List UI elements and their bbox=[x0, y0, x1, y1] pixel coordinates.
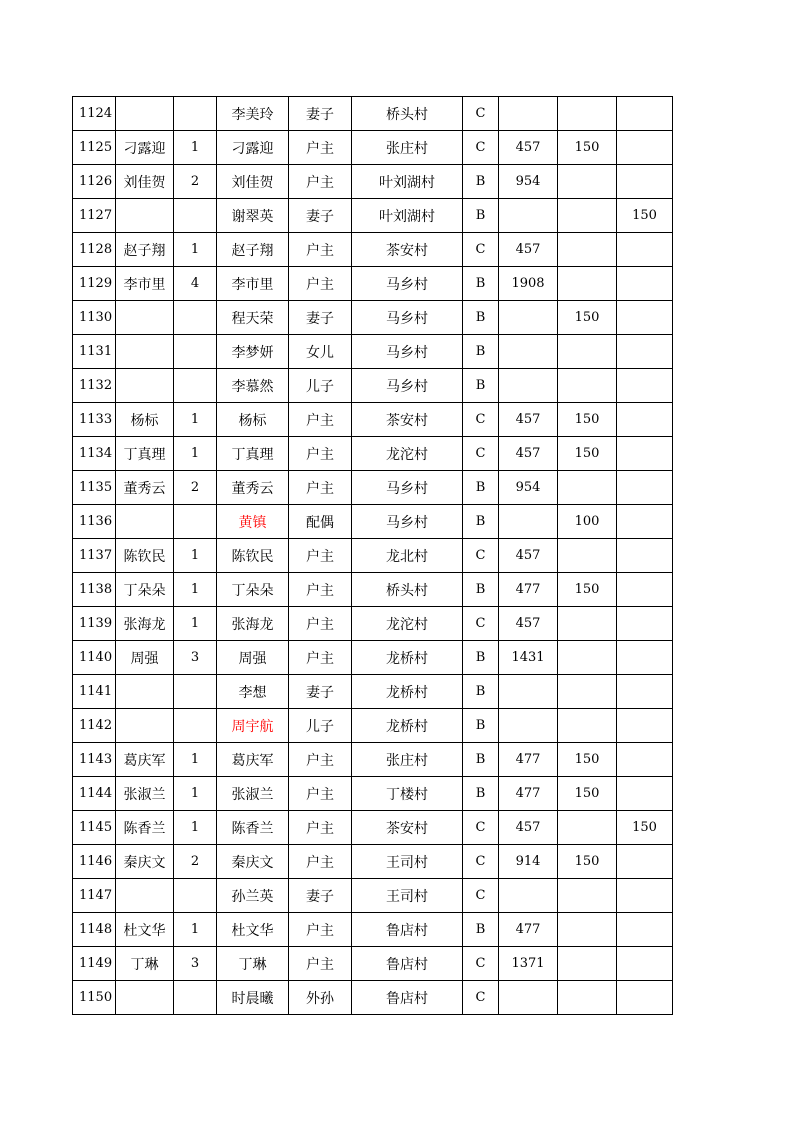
relation-cell: 户主 bbox=[289, 607, 352, 641]
amount-1-cell: 457 bbox=[499, 403, 558, 437]
member-name-cell: 黄镇 bbox=[217, 505, 289, 539]
village-cell: 马乡村 bbox=[352, 369, 463, 403]
amount-1-cell bbox=[499, 505, 558, 539]
row-id-cell: 1141 bbox=[73, 675, 116, 709]
amount-3-cell bbox=[617, 369, 673, 403]
row-id-cell: 1136 bbox=[73, 505, 116, 539]
row-id-cell: 1145 bbox=[73, 811, 116, 845]
grade-cell: C bbox=[463, 879, 499, 913]
member-name-cell: 杨标 bbox=[217, 403, 289, 437]
village-cell: 马乡村 bbox=[352, 335, 463, 369]
member-count-cell bbox=[174, 675, 217, 709]
grade-cell: B bbox=[463, 505, 499, 539]
row-id-cell: 1135 bbox=[73, 471, 116, 505]
grade-cell: B bbox=[463, 675, 499, 709]
household-head-cell: 杜文华 bbox=[116, 913, 174, 947]
row-id-cell: 1147 bbox=[73, 879, 116, 913]
amount-2-cell bbox=[558, 97, 617, 131]
village-cell: 王司村 bbox=[352, 845, 463, 879]
row-id-cell: 1140 bbox=[73, 641, 116, 675]
amount-2-cell bbox=[558, 947, 617, 981]
amount-3-cell bbox=[617, 743, 673, 777]
relation-cell: 户主 bbox=[289, 573, 352, 607]
row-id-cell: 1146 bbox=[73, 845, 116, 879]
village-cell: 桥头村 bbox=[352, 97, 463, 131]
amount-3-cell bbox=[617, 947, 673, 981]
grade-cell: C bbox=[463, 607, 499, 641]
grade-cell: C bbox=[463, 811, 499, 845]
relation-cell: 户主 bbox=[289, 947, 352, 981]
grade-cell: C bbox=[463, 437, 499, 471]
member-count-cell bbox=[174, 505, 217, 539]
member-name-cell: 陈香兰 bbox=[217, 811, 289, 845]
amount-1-cell: 1908 bbox=[499, 267, 558, 301]
grade-cell: B bbox=[463, 573, 499, 607]
amount-2-cell bbox=[558, 369, 617, 403]
row-id-cell: 1133 bbox=[73, 403, 116, 437]
amount-3-cell bbox=[617, 879, 673, 913]
table-row bbox=[73, 675, 673, 709]
table-row bbox=[73, 437, 673, 471]
member-count-cell: 1 bbox=[174, 131, 217, 165]
amount-3-cell bbox=[617, 845, 673, 879]
member-count-cell: 1 bbox=[174, 607, 217, 641]
member-count-cell: 2 bbox=[174, 165, 217, 199]
amount-2-cell: 150 bbox=[558, 301, 617, 335]
amount-3-cell bbox=[617, 165, 673, 199]
grade-cell: B bbox=[463, 709, 499, 743]
relation-cell: 妻子 bbox=[289, 675, 352, 709]
amount-3-cell bbox=[617, 97, 673, 131]
village-cell: 马乡村 bbox=[352, 471, 463, 505]
amount-3-cell bbox=[617, 981, 673, 1015]
village-cell: 龙北村 bbox=[352, 539, 463, 573]
member-count-cell: 1 bbox=[174, 777, 217, 811]
village-cell: 王司村 bbox=[352, 879, 463, 913]
village-cell: 丁楼村 bbox=[352, 777, 463, 811]
member-name-cell: 李慕然 bbox=[217, 369, 289, 403]
member-name-cell: 葛庆军 bbox=[217, 743, 289, 777]
grade-cell: B bbox=[463, 777, 499, 811]
amount-3-cell bbox=[617, 131, 673, 165]
table-row bbox=[73, 845, 673, 879]
household-head-cell: 丁朵朵 bbox=[116, 573, 174, 607]
household-head-cell: 董秀云 bbox=[116, 471, 174, 505]
member-count-cell: 2 bbox=[174, 845, 217, 879]
amount-3-cell: 150 bbox=[617, 811, 673, 845]
row-id-cell: 1139 bbox=[73, 607, 116, 641]
table-body bbox=[73, 97, 673, 1015]
village-cell: 马乡村 bbox=[352, 505, 463, 539]
amount-1-cell: 954 bbox=[499, 471, 558, 505]
amount-2-cell: 150 bbox=[558, 777, 617, 811]
row-id-cell: 1144 bbox=[73, 777, 116, 811]
amount-1-cell: 457 bbox=[499, 437, 558, 471]
household-head-cell: 杨标 bbox=[116, 403, 174, 437]
member-count-cell: 4 bbox=[174, 267, 217, 301]
table-row bbox=[73, 607, 673, 641]
member-name-cell: 陈钦民 bbox=[217, 539, 289, 573]
amount-2-cell: 150 bbox=[558, 403, 617, 437]
amount-2-cell bbox=[558, 335, 617, 369]
household-head-cell: 刁露迎 bbox=[116, 131, 174, 165]
member-name-cell: 张海龙 bbox=[217, 607, 289, 641]
grade-cell: B bbox=[463, 471, 499, 505]
amount-1-cell: 457 bbox=[499, 233, 558, 267]
household-table bbox=[72, 96, 673, 1015]
table-row bbox=[73, 573, 673, 607]
amount-3-cell bbox=[617, 471, 673, 505]
amount-3-cell bbox=[617, 607, 673, 641]
amount-3-cell bbox=[617, 641, 673, 675]
member-name-cell: 丁真理 bbox=[217, 437, 289, 471]
amount-2-cell: 100 bbox=[558, 505, 617, 539]
household-head-cell: 丁真理 bbox=[116, 437, 174, 471]
village-cell: 叶刘湖村 bbox=[352, 165, 463, 199]
amount-1-cell bbox=[499, 981, 558, 1015]
village-cell: 鲁店村 bbox=[352, 947, 463, 981]
row-id-cell: 1131 bbox=[73, 335, 116, 369]
household-head-cell bbox=[116, 981, 174, 1015]
amount-2-cell bbox=[558, 539, 617, 573]
member-count-cell bbox=[174, 981, 217, 1015]
household-head-cell bbox=[116, 335, 174, 369]
household-head-cell bbox=[116, 675, 174, 709]
amount-2-cell bbox=[558, 471, 617, 505]
table-row bbox=[73, 709, 673, 743]
amount-1-cell: 477 bbox=[499, 913, 558, 947]
amount-2-cell bbox=[558, 165, 617, 199]
member-count-cell: 1 bbox=[174, 403, 217, 437]
amount-3-cell bbox=[617, 403, 673, 437]
member-name-cell: 程天荣 bbox=[217, 301, 289, 335]
relation-cell: 外孙 bbox=[289, 981, 352, 1015]
amount-3-cell bbox=[617, 335, 673, 369]
grade-cell: C bbox=[463, 233, 499, 267]
amount-1-cell: 457 bbox=[499, 131, 558, 165]
member-name-cell: 秦庆文 bbox=[217, 845, 289, 879]
grade-cell: B bbox=[463, 267, 499, 301]
table-row bbox=[73, 777, 673, 811]
household-head-cell bbox=[116, 301, 174, 335]
table-row bbox=[73, 335, 673, 369]
grade-cell: C bbox=[463, 845, 499, 879]
table-row bbox=[73, 505, 673, 539]
table-row bbox=[73, 879, 673, 913]
amount-1-cell bbox=[499, 369, 558, 403]
table-row bbox=[73, 97, 673, 131]
member-name-cell: 刁露迎 bbox=[217, 131, 289, 165]
grade-cell: C bbox=[463, 539, 499, 573]
member-count-cell: 1 bbox=[174, 743, 217, 777]
grade-cell: C bbox=[463, 403, 499, 437]
member-name-cell: 赵子翔 bbox=[217, 233, 289, 267]
amount-2-cell bbox=[558, 811, 617, 845]
relation-cell: 户主 bbox=[289, 267, 352, 301]
table-row bbox=[73, 947, 673, 981]
grade-cell: B bbox=[463, 301, 499, 335]
member-name-cell: 丁朵朵 bbox=[217, 573, 289, 607]
grade-cell: B bbox=[463, 743, 499, 777]
table-row bbox=[73, 913, 673, 947]
row-id-cell: 1142 bbox=[73, 709, 116, 743]
grade-cell: B bbox=[463, 641, 499, 675]
amount-3-cell bbox=[617, 539, 673, 573]
household-head-cell bbox=[116, 505, 174, 539]
member-name-cell: 谢翠英 bbox=[217, 199, 289, 233]
village-cell: 叶刘湖村 bbox=[352, 199, 463, 233]
row-id-cell: 1130 bbox=[73, 301, 116, 335]
member-name-cell: 董秀云 bbox=[217, 471, 289, 505]
relation-cell: 妻子 bbox=[289, 97, 352, 131]
amount-1-cell: 457 bbox=[499, 539, 558, 573]
household-head-cell bbox=[116, 709, 174, 743]
amount-1-cell bbox=[499, 675, 558, 709]
member-name-cell: 孙兰英 bbox=[217, 879, 289, 913]
member-name-cell: 周宇航 bbox=[217, 709, 289, 743]
village-cell: 龙沱村 bbox=[352, 607, 463, 641]
household-head-cell: 张淑兰 bbox=[116, 777, 174, 811]
amount-3-cell bbox=[617, 233, 673, 267]
relation-cell: 户主 bbox=[289, 403, 352, 437]
amount-2-cell bbox=[558, 913, 617, 947]
grade-cell: C bbox=[463, 947, 499, 981]
household-head-cell: 秦庆文 bbox=[116, 845, 174, 879]
relation-cell: 户主 bbox=[289, 471, 352, 505]
amount-2-cell bbox=[558, 267, 617, 301]
grade-cell: B bbox=[463, 335, 499, 369]
relation-cell: 妻子 bbox=[289, 301, 352, 335]
relation-cell: 儿子 bbox=[289, 369, 352, 403]
relation-cell: 女儿 bbox=[289, 335, 352, 369]
village-cell: 龙桥村 bbox=[352, 709, 463, 743]
amount-3-cell bbox=[617, 505, 673, 539]
row-id-cell: 1125 bbox=[73, 131, 116, 165]
table-row bbox=[73, 403, 673, 437]
row-id-cell: 1143 bbox=[73, 743, 116, 777]
amount-3-cell bbox=[617, 913, 673, 947]
grade-cell: C bbox=[463, 97, 499, 131]
grade-cell: C bbox=[463, 131, 499, 165]
member-name-cell: 刘佳贺 bbox=[217, 165, 289, 199]
amount-1-cell: 477 bbox=[499, 573, 558, 607]
member-count-cell: 1 bbox=[174, 539, 217, 573]
relation-cell: 户主 bbox=[289, 743, 352, 777]
relation-cell: 户主 bbox=[289, 913, 352, 947]
member-count-cell bbox=[174, 199, 217, 233]
amount-2-cell: 150 bbox=[558, 845, 617, 879]
row-id-cell: 1149 bbox=[73, 947, 116, 981]
amount-3-cell: 150 bbox=[617, 199, 673, 233]
relation-cell: 户主 bbox=[289, 233, 352, 267]
household-head-cell bbox=[116, 97, 174, 131]
row-id-cell: 1150 bbox=[73, 981, 116, 1015]
household-head-cell: 陈钦民 bbox=[116, 539, 174, 573]
member-count-cell: 1 bbox=[174, 913, 217, 947]
amount-2-cell bbox=[558, 607, 617, 641]
table-row bbox=[73, 641, 673, 675]
grade-cell: B bbox=[463, 369, 499, 403]
amount-2-cell bbox=[558, 879, 617, 913]
amount-1-cell bbox=[499, 199, 558, 233]
amount-2-cell bbox=[558, 709, 617, 743]
amount-1-cell: 1431 bbox=[499, 641, 558, 675]
member-count-cell: 1 bbox=[174, 573, 217, 607]
household-head-cell: 周强 bbox=[116, 641, 174, 675]
member-name-cell: 李市里 bbox=[217, 267, 289, 301]
table-row bbox=[73, 811, 673, 845]
household-head-cell: 赵子翔 bbox=[116, 233, 174, 267]
member-name-cell: 李美玲 bbox=[217, 97, 289, 131]
amount-1-cell: 1371 bbox=[499, 947, 558, 981]
table-row bbox=[73, 199, 673, 233]
relation-cell: 户主 bbox=[289, 165, 352, 199]
village-cell: 桥头村 bbox=[352, 573, 463, 607]
village-cell: 龙桥村 bbox=[352, 675, 463, 709]
relation-cell: 户主 bbox=[289, 437, 352, 471]
member-name-cell: 周强 bbox=[217, 641, 289, 675]
member-count-cell bbox=[174, 97, 217, 131]
amount-1-cell bbox=[499, 301, 558, 335]
member-count-cell: 1 bbox=[174, 811, 217, 845]
relation-cell: 户主 bbox=[289, 811, 352, 845]
row-id-cell: 1127 bbox=[73, 199, 116, 233]
grade-cell: B bbox=[463, 199, 499, 233]
member-count-cell: 3 bbox=[174, 947, 217, 981]
amount-3-cell bbox=[617, 675, 673, 709]
row-id-cell: 1138 bbox=[73, 573, 116, 607]
village-cell: 张庄村 bbox=[352, 131, 463, 165]
amount-1-cell: 477 bbox=[499, 777, 558, 811]
relation-cell: 户主 bbox=[289, 131, 352, 165]
row-id-cell: 1137 bbox=[73, 539, 116, 573]
relation-cell: 妻子 bbox=[289, 199, 352, 233]
amount-1-cell: 954 bbox=[499, 165, 558, 199]
member-name-cell: 李想 bbox=[217, 675, 289, 709]
amount-2-cell: 150 bbox=[558, 573, 617, 607]
member-count-cell: 1 bbox=[174, 233, 217, 267]
amount-3-cell bbox=[617, 301, 673, 335]
member-name-cell: 杜文华 bbox=[217, 913, 289, 947]
amount-2-cell bbox=[558, 641, 617, 675]
amount-2-cell: 150 bbox=[558, 131, 617, 165]
table-row bbox=[73, 539, 673, 573]
household-head-cell bbox=[116, 369, 174, 403]
amount-1-cell bbox=[499, 335, 558, 369]
village-cell: 龙桥村 bbox=[352, 641, 463, 675]
relation-cell: 户主 bbox=[289, 641, 352, 675]
amount-1-cell bbox=[499, 709, 558, 743]
village-cell: 张庄村 bbox=[352, 743, 463, 777]
member-name-cell: 张淑兰 bbox=[217, 777, 289, 811]
member-count-cell bbox=[174, 709, 217, 743]
household-head-cell: 丁琳 bbox=[116, 947, 174, 981]
relation-cell: 户主 bbox=[289, 845, 352, 879]
amount-1-cell: 914 bbox=[499, 845, 558, 879]
member-count-cell bbox=[174, 301, 217, 335]
household-head-cell bbox=[116, 879, 174, 913]
row-id-cell: 1132 bbox=[73, 369, 116, 403]
household-head-cell bbox=[116, 199, 174, 233]
amount-3-cell bbox=[617, 777, 673, 811]
member-count-cell: 3 bbox=[174, 641, 217, 675]
relation-cell: 妻子 bbox=[289, 879, 352, 913]
amount-2-cell: 150 bbox=[558, 437, 617, 471]
village-cell: 茶安村 bbox=[352, 811, 463, 845]
amount-2-cell: 150 bbox=[558, 743, 617, 777]
village-cell: 马乡村 bbox=[352, 301, 463, 335]
table-row bbox=[73, 267, 673, 301]
row-id-cell: 1126 bbox=[73, 165, 116, 199]
table-row bbox=[73, 981, 673, 1015]
member-count-cell bbox=[174, 879, 217, 913]
household-head-cell: 李市里 bbox=[116, 267, 174, 301]
village-cell: 鲁店村 bbox=[352, 913, 463, 947]
relation-cell: 户主 bbox=[289, 777, 352, 811]
village-cell: 马乡村 bbox=[352, 267, 463, 301]
table-row bbox=[73, 165, 673, 199]
grade-cell: B bbox=[463, 165, 499, 199]
table-row bbox=[73, 369, 673, 403]
row-id-cell: 1134 bbox=[73, 437, 116, 471]
village-cell: 茶安村 bbox=[352, 403, 463, 437]
member-count-cell bbox=[174, 335, 217, 369]
amount-1-cell bbox=[499, 97, 558, 131]
relation-cell: 儿子 bbox=[289, 709, 352, 743]
household-head-cell: 刘佳贺 bbox=[116, 165, 174, 199]
village-cell: 龙沱村 bbox=[352, 437, 463, 471]
amount-3-cell bbox=[617, 437, 673, 471]
row-id-cell: 1128 bbox=[73, 233, 116, 267]
amount-2-cell bbox=[558, 675, 617, 709]
relation-cell: 户主 bbox=[289, 539, 352, 573]
member-name-cell: 丁琳 bbox=[217, 947, 289, 981]
amount-3-cell bbox=[617, 709, 673, 743]
member-count-cell bbox=[174, 369, 217, 403]
village-cell: 鲁店村 bbox=[352, 981, 463, 1015]
table-row bbox=[73, 743, 673, 777]
amount-1-cell: 457 bbox=[499, 811, 558, 845]
household-head-cell: 葛庆军 bbox=[116, 743, 174, 777]
member-count-cell: 2 bbox=[174, 471, 217, 505]
grade-cell: B bbox=[463, 913, 499, 947]
table-row bbox=[73, 301, 673, 335]
member-name-cell: 李梦妍 bbox=[217, 335, 289, 369]
table-row bbox=[73, 471, 673, 505]
relation-cell: 配偶 bbox=[289, 505, 352, 539]
amount-2-cell bbox=[558, 233, 617, 267]
amount-2-cell bbox=[558, 981, 617, 1015]
table-row bbox=[73, 233, 673, 267]
amount-1-cell: 477 bbox=[499, 743, 558, 777]
amount-3-cell bbox=[617, 267, 673, 301]
amount-1-cell: 457 bbox=[499, 607, 558, 641]
member-name-cell: 时晨曦 bbox=[217, 981, 289, 1015]
household-head-cell: 张海龙 bbox=[116, 607, 174, 641]
amount-3-cell bbox=[617, 573, 673, 607]
member-count-cell: 1 bbox=[174, 437, 217, 471]
household-head-cell: 陈香兰 bbox=[116, 811, 174, 845]
table-row bbox=[73, 131, 673, 165]
row-id-cell: 1148 bbox=[73, 913, 116, 947]
amount-1-cell bbox=[499, 879, 558, 913]
row-id-cell: 1124 bbox=[73, 97, 116, 131]
village-cell: 茶安村 bbox=[352, 233, 463, 267]
row-id-cell: 1129 bbox=[73, 267, 116, 301]
grade-cell: C bbox=[463, 981, 499, 1015]
amount-2-cell bbox=[558, 199, 617, 233]
